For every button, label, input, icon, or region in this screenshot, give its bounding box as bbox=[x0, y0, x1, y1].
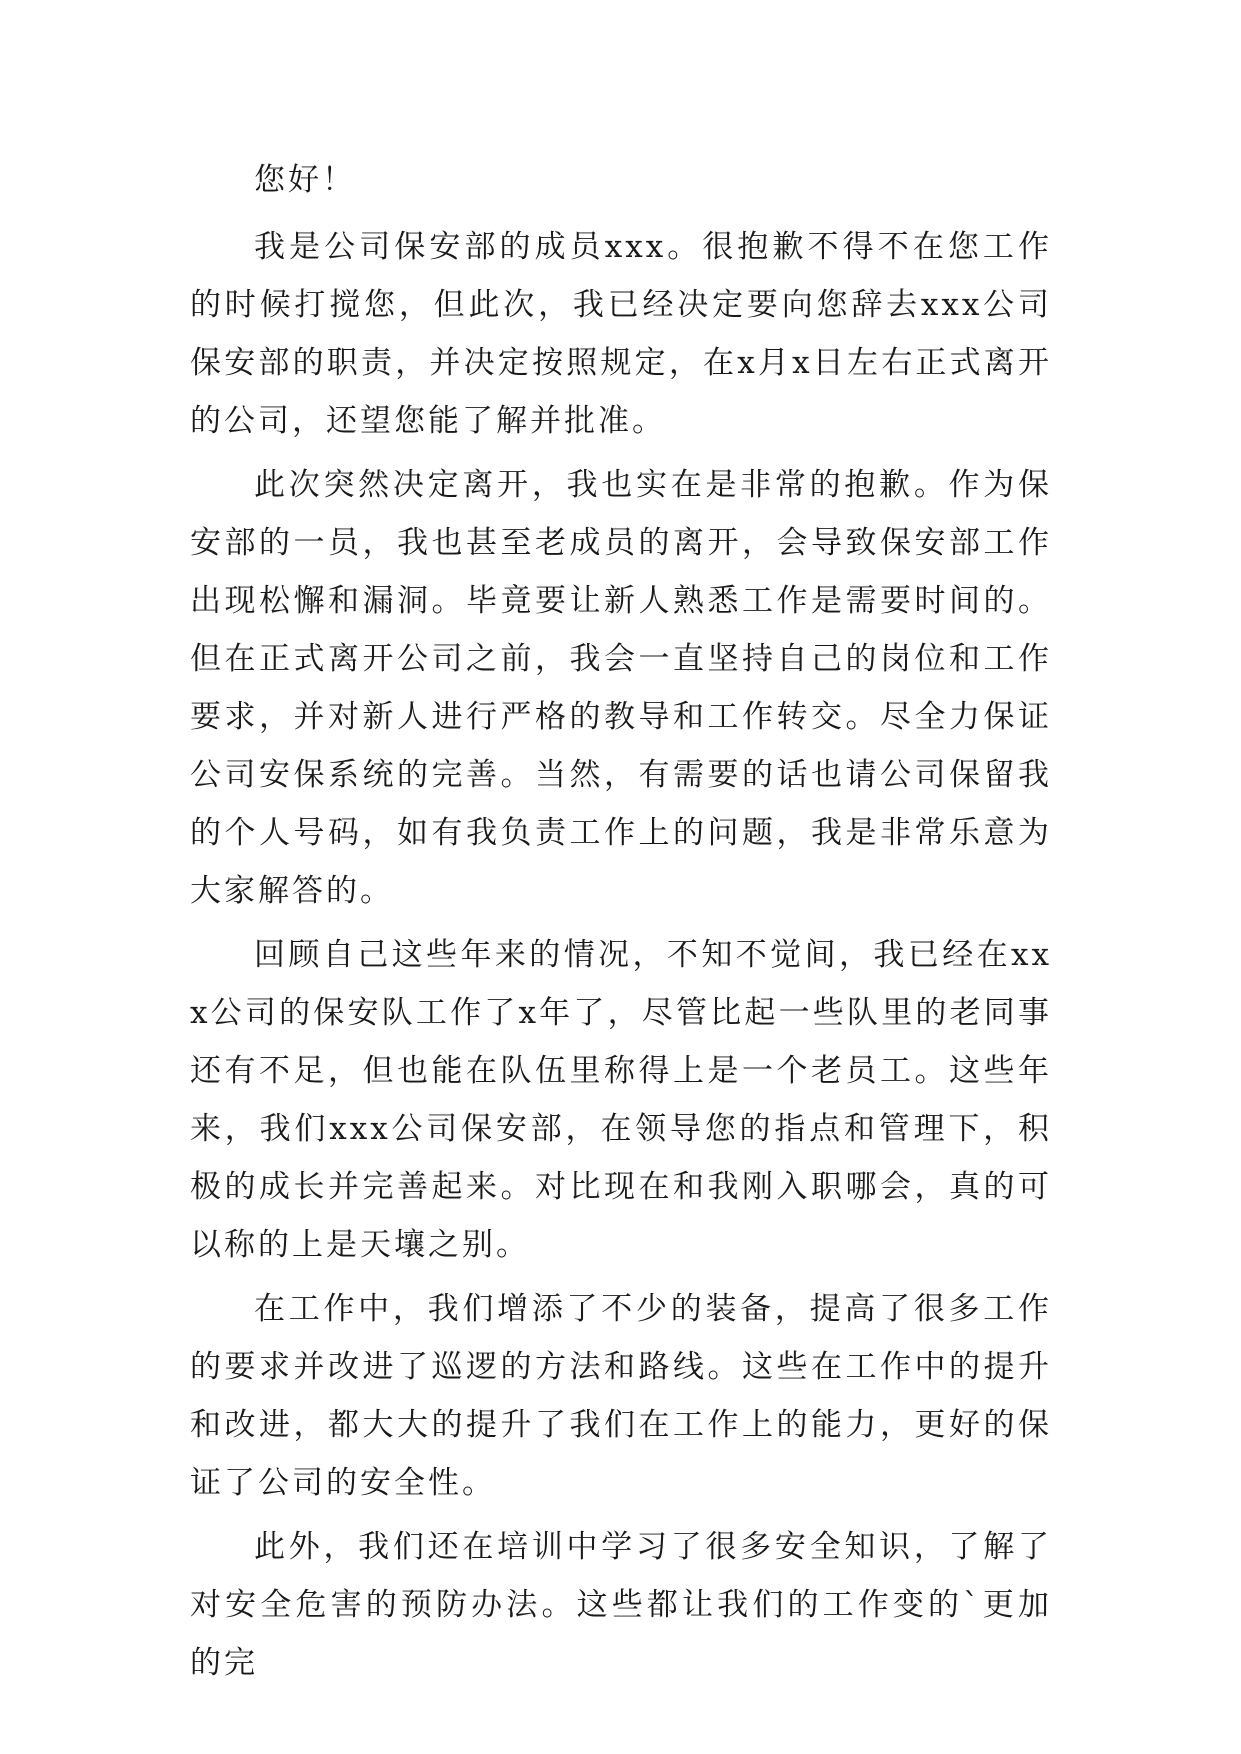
paragraph: 此外，我们还在培训中学习了很多安全知识，了解了对安全危害的预防办法。这些都让我们的工作变的`更加的完 bbox=[190, 1529, 1052, 1681]
paragraph: 回顾自己这些年来的情况，不知不觉间，我已经在xxx公司的保安队工作了x年了，尽管比起一些队里的老同事还有不足，但也能在队伍里称得上是一个老员工。这些年来，我们xxx公司保安部，在领导您的指点和管理下，积极的成长并完善起来。对比现在和我刚入职哪会，真的可以称的上是天壤之别。 bbox=[190, 937, 1052, 1263]
paragraph: 在工作中，我们增添了不少的装备，提高了很多工作的要求并改进了巡逻的方法和路线。这些在工作中的提升和改进，都大大的提升了我们在工作上的能力，更好的保证了公司的安全性。 bbox=[190, 1291, 1052, 1501]
paragraph: 此次突然决定离开，我也实在是非常的抱歉。作为保安部的一员，我也甚至老成员的离开，会导致保安部工作出现松懈和漏洞。毕竟要让新人熟悉工作是需要时间的。但在正式离开公司之前，我会一直坚持自己的岗位和工作要求，并对新人进行严格的教导和工作转交。尽全力保证公司安保系统的完善。当然，有需要的话也请公司保留我的个人号码，如有我负责工作上的问题，我是非常乐意为大家解答的。 bbox=[190, 467, 1052, 909]
letter-body bbox=[190, 160, 1052, 1692]
salutation: 您好！ bbox=[254, 162, 356, 198]
paragraph: 我是公司保安部的成员xxx。很抱歉不得不在您工作的时候打搅您，但此次，我已经决定要向您辞去xxx公司保安部的职责，并决定按照规定，在x月x日左右正式离开的公司，还望您能了解并批准。 bbox=[190, 229, 1052, 439]
